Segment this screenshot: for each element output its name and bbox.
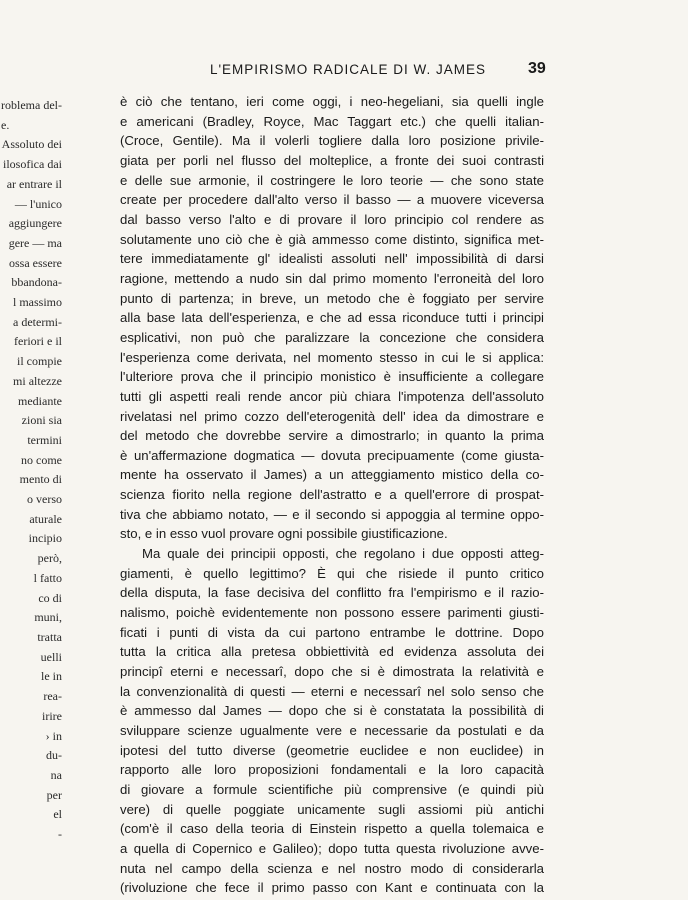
margin-line: du- [46, 748, 62, 763]
margin-line: il compie [17, 354, 62, 369]
margin-line: le in [41, 669, 62, 684]
margin-line: co di [38, 590, 62, 605]
margin-line: rea- [43, 689, 62, 704]
text-line: la convenzionalità di questi — eterni e necessarî nel solo senso che [120, 683, 544, 699]
text-line: solutamente uno ciò che è già ammesso come distinto, significa met- [120, 231, 544, 247]
text-line: tutta la critica alla pretesa obbiettività ed evidenza assoluta dei [120, 644, 544, 660]
text-line: del metodo che dovrebbe servire a dimostrarlo; in quanto la prima [120, 428, 544, 444]
body-text [120, 92, 544, 898]
text-line: (com'è il caso della teoria di Einstein rispetto a quella tolemaica e [120, 821, 544, 837]
margin-line: roblema del- [1, 98, 62, 112]
text-line: tere immediatamente gl' idealisti assoluti nell' impossibilità di darsi [120, 251, 544, 267]
margin-line: aggiungere [8, 216, 62, 231]
text-line: l'ulteriore prova che il principio monistico è insufficiente a collegare [120, 369, 544, 385]
margin-line: termini [27, 432, 62, 447]
margin-line: - [58, 827, 62, 842]
margin-line: gere — ma [8, 235, 62, 250]
text-line: tutti gli aspetti reali rende ancor più chiara l'impotenza dell'assoluto [120, 388, 544, 404]
text-line: esplicativi, non può che paralizzare la concezione che considera [120, 329, 544, 345]
margin-line: e. [1, 117, 10, 132]
text-line: (rivoluzione che fece il primo passo con Kant e continuata con la [120, 880, 544, 896]
margin-line: aturale [29, 511, 62, 526]
text-line: sviluppare scienze ugualmente vere e necessarie da postulati e da [120, 723, 544, 738]
running-head: L'EMPIRISMO RADICALE DI W. JAMES [209, 62, 487, 77]
text-line: create per procedere dall'alto verso il basso — a muovere viceversa [120, 192, 544, 208]
margin-line: tratta [37, 629, 62, 644]
margin-line: per [46, 787, 62, 802]
text-line: della disputa, la fase decisiva del conflitto fra l'empirismo e il razio- [120, 585, 544, 601]
margin-line: no come [21, 452, 62, 467]
margin-line: zioni sia [21, 413, 62, 428]
text-line: giamenti, è quello legittimo? È qui che risiede il punto critico [120, 565, 544, 581]
text-line: dal basso verso l'alto e di provare il loro principio col rendere as [120, 211, 544, 227]
text-line: e americani (Bradley, Royce, Mac Taggart etc.) che quelli italian- [120, 113, 544, 129]
margin-line: bbandona- [11, 275, 62, 290]
margin-line: feriori e il [14, 334, 62, 349]
text-line: ragione, mettendo a nudo sin dal primo momento l'erroneità del loro [120, 270, 544, 286]
text-line: Ma quale dei principii opposti, che regolano i due opposti atteg- [142, 546, 544, 562]
margin-line: mediante [18, 393, 62, 408]
page-header [0, 62, 688, 86]
text-line: è ciò che tentano, ieri come oggi, i neo-hegeliani, sia quelli ingle [120, 94, 544, 109]
text-line: di giovare a formule scientifiche più comprensive (e quindi più [120, 781, 544, 797]
text-line: giata per porli nel flusso del molteplice, a fronte dei suoi contrasti [120, 152, 544, 168]
margin-line: na [50, 767, 62, 782]
margin-line: l massimo [12, 295, 62, 310]
text-line: principî eterni e necessarî, dopo che si è dimostrata la relatività e [120, 664, 544, 680]
margin-line: ilosofica dai [3, 157, 62, 172]
margin-line: el [53, 807, 62, 822]
margin-line: mi altezze [13, 373, 62, 388]
margin-line: l fatto [33, 570, 62, 585]
text-line: tiva che abbiamo notato, — e il secondo si appoggia al termine oppo- [120, 506, 544, 522]
margin-line: uelli [40, 649, 62, 664]
margin-line: Assoluto dei [1, 137, 62, 152]
text-line: nuta nel campo della scienza e nel nostro modo di considerarla [120, 860, 544, 876]
margin-line: ossa essere [9, 255, 62, 270]
text-line: (Croce, Gentile). Ma il volerli togliere dalla loro posizione privile- [120, 133, 544, 149]
text-line: mente ha osservato il James) a un atteggiamento mistico della co- [120, 467, 544, 483]
text-line: è ammesso dal James — dopo che si è constatata la possibilità di [120, 703, 544, 719]
text-line: rivelatasi nel primo cozzo dell'eterogenità dell' idea da dimostrare e [120, 408, 544, 424]
margin-line: o verso [27, 492, 62, 507]
text-line: sto, e in esso vuol provare ogni possibile giustificazione. [120, 526, 448, 542]
text-line: e delle sue armonie, il costringere le loro teorie — che sono state [120, 172, 544, 188]
margin-line: incipio [28, 531, 62, 546]
page-number: 39 [528, 60, 546, 77]
margin-line: però, [37, 551, 62, 566]
margin-line: mento di [19, 472, 62, 487]
text-line: punto di partenza; in breve, un metodo che è foggiato per servire [120, 290, 544, 306]
adjacent-page-margin-text [0, 96, 64, 845]
margin-line: ar entrare il [6, 176, 62, 191]
text-line: ipotesi del tutto diverse (geometrie euclidee e non euclidee) in [120, 742, 544, 758]
text-line: è un'affermazione dogmatica — dovuta precipuamente (come giusta- [120, 447, 544, 463]
text-line: scienza fiorito nella regione dell'astratto e a quell'errore di prospat- [120, 487, 544, 503]
text-line: ficati i punti di vista da cui partono entrambe le dottrine. Dopo [120, 624, 544, 640]
text-line: vere) di quelle poggiate unicamente sugli assiomi più antichi [120, 801, 544, 817]
text-line: rapporto alle loro proposizioni fondamentali e la loro capacità [120, 762, 544, 778]
margin-line: muni, [34, 610, 62, 625]
text-line: alla base lata dell'esperienza, e che ad essa riconduce tutti i principi [120, 310, 544, 326]
text-line: nalismo, poichè evidentemente non possono essere parimenti giusti- [120, 605, 544, 621]
margin-line: irire [42, 708, 62, 723]
margin-line: — l'unico [14, 196, 62, 211]
margin-line: › in [45, 728, 62, 743]
margin-line: a determi- [13, 314, 62, 329]
text-line: l'esperienza come derivata, nel momento stesso in cui le si applica: [120, 349, 544, 365]
text-line: a quella di Copernico e Galileo); dopo tutta questa rivoluzione avve- [120, 840, 544, 856]
